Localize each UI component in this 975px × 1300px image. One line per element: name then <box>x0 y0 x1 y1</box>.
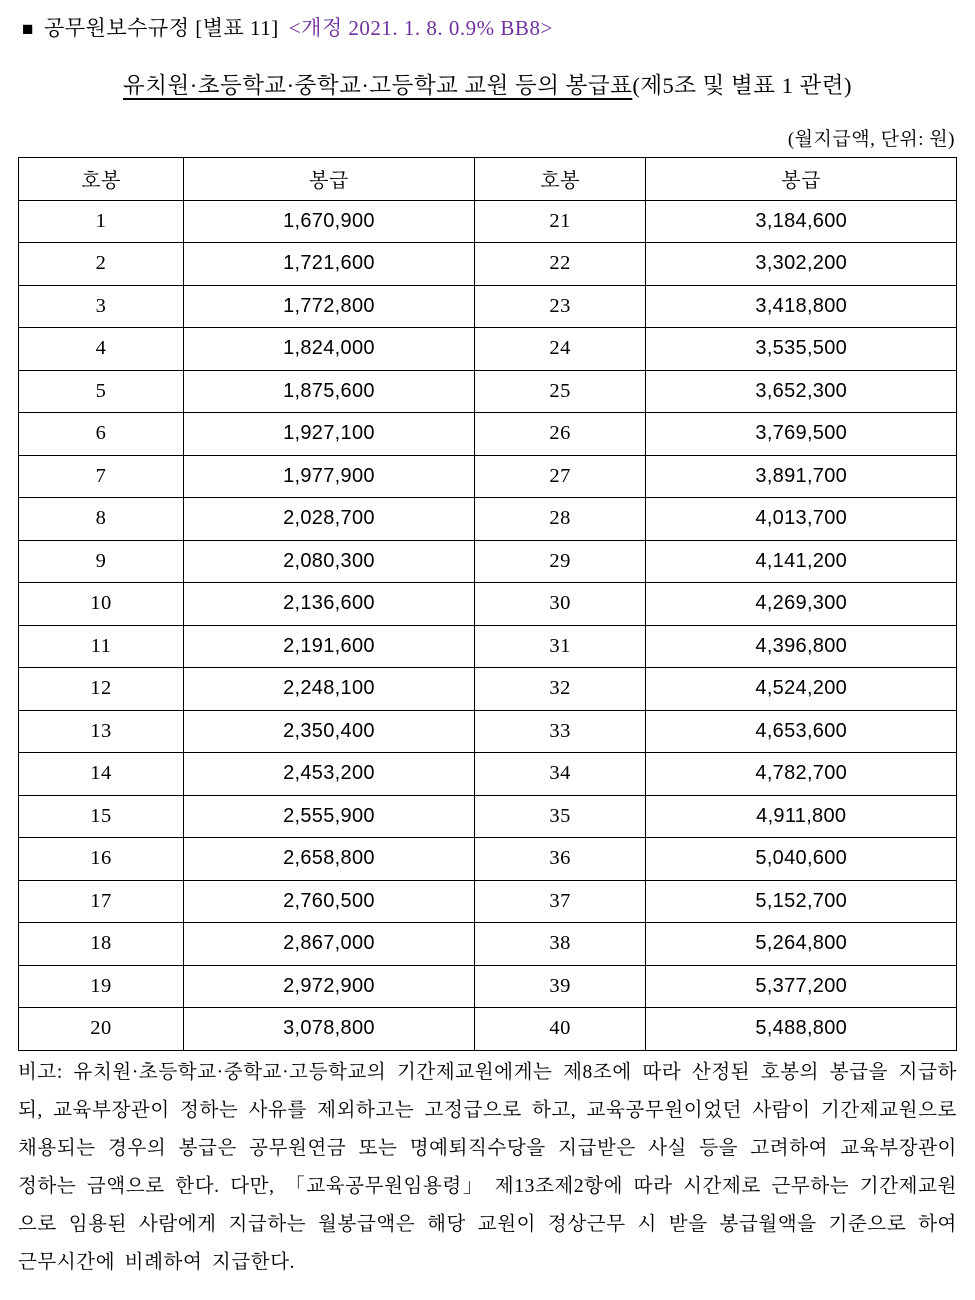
salary-cell: 2,867,000 <box>184 923 475 966</box>
salary-cell: 4,524,200 <box>646 668 957 711</box>
salary-cell: 5,377,200 <box>646 965 957 1008</box>
header-cell-hobong-left: 호봉 <box>19 158 184 201</box>
table-row <box>19 285 957 328</box>
hobong-cell: 19 <box>19 965 184 1008</box>
hobong-cell: 24 <box>474 328 646 371</box>
hobong-cell: 15 <box>19 795 184 838</box>
salary-cell: 4,269,300 <box>646 583 957 626</box>
hobong-cell: 16 <box>19 838 184 881</box>
hobong-cell: 11 <box>19 625 184 668</box>
table-header-row <box>19 158 957 201</box>
hobong-cell: 36 <box>474 838 646 881</box>
salary-cell: 1,670,900 <box>184 200 475 243</box>
table-row <box>19 668 957 711</box>
table-row <box>19 753 957 796</box>
hobong-cell: 39 <box>474 965 646 1008</box>
hobong-cell: 35 <box>474 795 646 838</box>
hobong-cell: 29 <box>474 540 646 583</box>
table-row <box>19 710 957 753</box>
table-row <box>19 1008 957 1051</box>
salary-cell: 5,264,800 <box>646 923 957 966</box>
table-row <box>19 413 957 456</box>
salary-cell: 2,080,300 <box>184 540 475 583</box>
table-row <box>19 328 957 371</box>
header-cell-hobong-right: 호봉 <box>474 158 646 201</box>
hobong-cell: 9 <box>19 540 184 583</box>
salary-cell: 2,760,500 <box>184 880 475 923</box>
hobong-cell: 32 <box>474 668 646 711</box>
table-row <box>19 370 957 413</box>
hobong-cell: 28 <box>474 498 646 541</box>
table-row <box>19 455 957 498</box>
hobong-cell: 12 <box>19 668 184 711</box>
hobong-cell: 5 <box>19 370 184 413</box>
table-row <box>19 625 957 668</box>
salary-cell: 1,977,900 <box>184 455 475 498</box>
hobong-cell: 21 <box>474 200 646 243</box>
salary-table-head <box>19 158 957 201</box>
salary-cell: 1,772,800 <box>184 285 475 328</box>
hobong-cell: 20 <box>19 1008 184 1051</box>
table-title-underlined: 유치원·초등학교·중학교·고등학교 교원 등의 봉급표 <box>123 73 633 98</box>
table-row <box>19 838 957 881</box>
hobong-cell: 31 <box>474 625 646 668</box>
salary-cell: 1,721,600 <box>184 243 475 286</box>
hobong-cell: 6 <box>19 413 184 456</box>
salary-cell: 2,136,600 <box>184 583 475 626</box>
table-row <box>19 965 957 1008</box>
salary-table <box>18 157 957 1051</box>
hobong-cell: 18 <box>19 923 184 966</box>
header-cell-salary-left: 봉급 <box>184 158 475 201</box>
salary-cell: 2,972,900 <box>184 965 475 1008</box>
table-title-line <box>18 68 957 100</box>
salary-cell: 2,350,400 <box>184 710 475 753</box>
salary-cell: 2,248,100 <box>184 668 475 711</box>
hobong-cell: 4 <box>19 328 184 371</box>
salary-cell: 2,028,700 <box>184 498 475 541</box>
header-cell-salary-right: 봉급 <box>646 158 957 201</box>
hobong-cell: 26 <box>474 413 646 456</box>
salary-cell: 1,824,000 <box>184 328 475 371</box>
hobong-cell: 30 <box>474 583 646 626</box>
hobong-cell: 40 <box>474 1008 646 1051</box>
hobong-cell: 22 <box>474 243 646 286</box>
salary-cell: 4,782,700 <box>646 753 957 796</box>
hobong-cell: 1 <box>19 200 184 243</box>
hobong-cell: 25 <box>474 370 646 413</box>
salary-cell: 3,418,800 <box>646 285 957 328</box>
salary-cell: 3,184,600 <box>646 200 957 243</box>
table-row <box>19 923 957 966</box>
remark-note: 비고: 유치원·초등학교·중학교·고등학교의 기간제교원에게는 제8조에 따라 산정된 호봉의 봉급을 지급하되, 교육부장관이 정하는 사유를 제외하고는 고정급으로 하고, 교육공무원이었던 사람이 기간제교원으로 채용되는 경우의 봉급은 공무원연금 또는 명예퇴직수당을 지급받은 사실 등을 고려하여 교육부장관이 정하는 금액으로 한다. 다만, 「교육공무원임용령」 제13조제2항에 따라 시간제로 근무하는 기간제교원으로 임용된 사람에게 지급하는 월봉급액은 해당 교원이 정상근무 시 받을 봉급월액을 기준으로 하여 근무시간에 비례하여 지급한다. <box>18 1061 957 1273</box>
salary-table-body <box>19 200 957 1050</box>
hobong-cell: 13 <box>19 710 184 753</box>
document-title-line <box>18 8 957 42</box>
hobong-cell: 14 <box>19 753 184 796</box>
salary-cell: 3,302,200 <box>646 243 957 286</box>
table-row <box>19 243 957 286</box>
salary-cell: 4,653,600 <box>646 710 957 753</box>
salary-cell: 4,911,800 <box>646 795 957 838</box>
salary-cell: 5,152,700 <box>646 880 957 923</box>
revision-note: <개정 2021. 1. 8. 0.9% BB8> <box>288 16 553 40</box>
hobong-cell: 23 <box>474 285 646 328</box>
hobong-cell: 3 <box>19 285 184 328</box>
salary-cell: 2,555,900 <box>184 795 475 838</box>
salary-cell: 1,927,100 <box>184 413 475 456</box>
table-row <box>19 880 957 923</box>
table-row <box>19 795 957 838</box>
salary-cell: 3,078,800 <box>184 1008 475 1051</box>
table-title-paren: (제5조 및 별표 1 관련) <box>632 73 852 98</box>
salary-cell: 2,658,800 <box>184 838 475 881</box>
unit-note: (월지급액, 단위: 원) <box>787 129 955 150</box>
salary-cell: 4,013,700 <box>646 498 957 541</box>
salary-cell: 4,141,200 <box>646 540 957 583</box>
table-row <box>19 540 957 583</box>
hobong-cell: 33 <box>474 710 646 753</box>
salary-cell: 4,396,800 <box>646 625 957 668</box>
hobong-cell: 7 <box>19 455 184 498</box>
salary-cell: 2,453,200 <box>184 753 475 796</box>
table-row <box>19 583 957 626</box>
salary-cell: 2,191,600 <box>184 625 475 668</box>
table-row <box>19 200 957 243</box>
salary-cell: 3,652,300 <box>646 370 957 413</box>
hobong-cell: 27 <box>474 455 646 498</box>
salary-cell: 1,875,600 <box>184 370 475 413</box>
hobong-cell: 34 <box>474 753 646 796</box>
hobong-cell: 2 <box>19 243 184 286</box>
salary-cell: 3,769,500 <box>646 413 957 456</box>
square-bullet-icon: ■ <box>22 19 34 40</box>
salary-cell: 3,891,700 <box>646 455 957 498</box>
hobong-cell: 37 <box>474 880 646 923</box>
hobong-cell: 8 <box>19 498 184 541</box>
salary-cell: 3,535,500 <box>646 328 957 371</box>
table-row <box>19 498 957 541</box>
salary-cell: 5,040,600 <box>646 838 957 881</box>
hobong-cell: 17 <box>19 880 184 923</box>
document-title: 공무원보수규정 [별표 11] <box>43 16 279 40</box>
salary-cell: 5,488,800 <box>646 1008 957 1051</box>
hobong-cell: 10 <box>19 583 184 626</box>
hobong-cell: 38 <box>474 923 646 966</box>
